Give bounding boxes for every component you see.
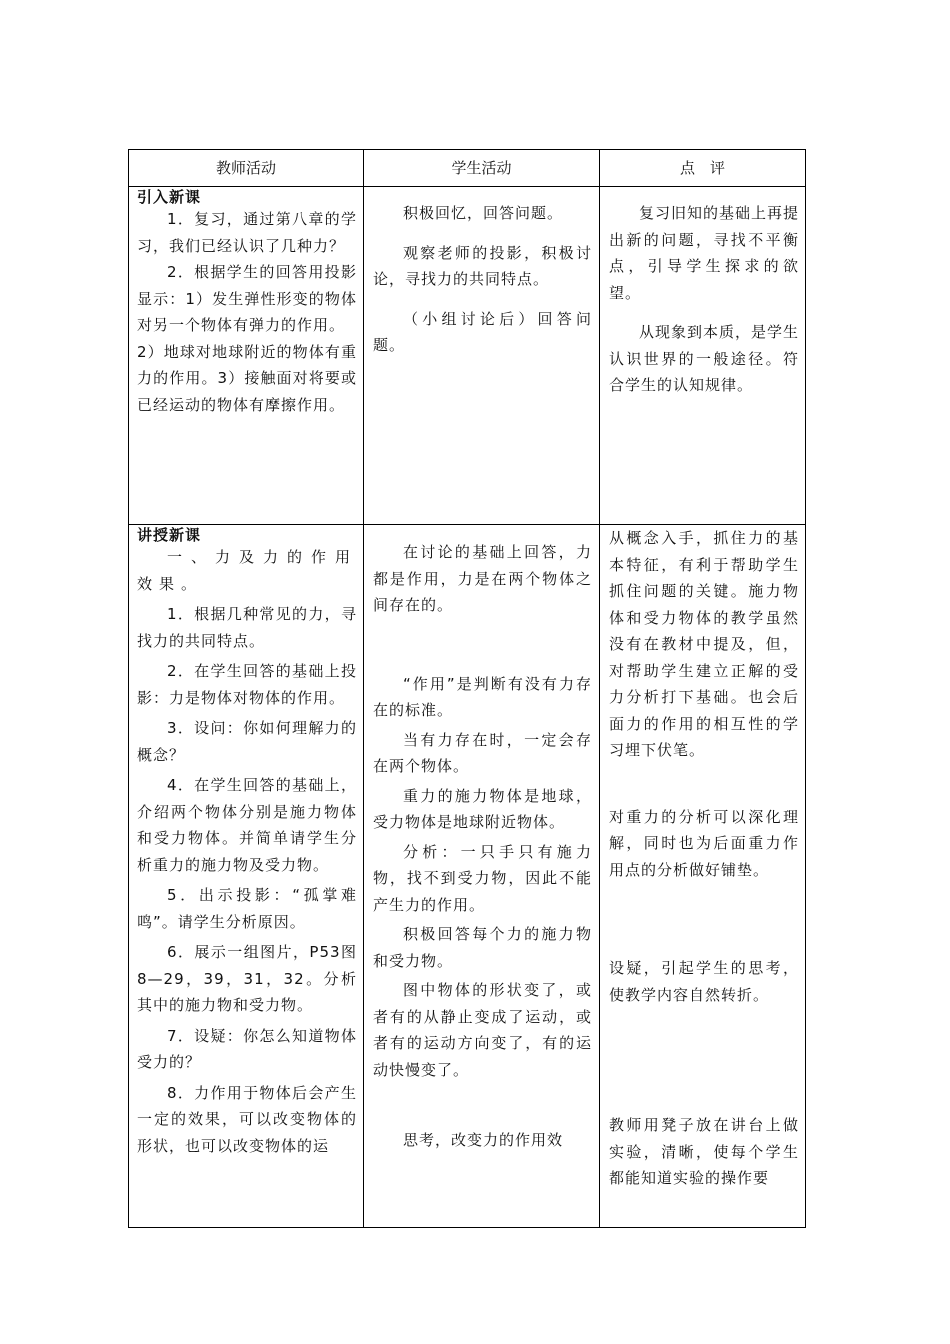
teacher-paragraph: 2．根据学生的回答用投影显示：1）发生弹性形变的物体对另一个物体有弹力的作用。	[137, 263, 357, 334]
lesson-plan-table	[128, 149, 806, 1228]
teacher-paragraph: 一、力及力的作用效果。	[137, 548, 357, 593]
teacher-paragraph: 7．设疑：你怎么知道物体受力的？	[137, 1026, 357, 1071]
teacher-paragraph: 8．力作用于物体后会产生一定的效果，可以改变物体的形状，也可以改变物体的运	[137, 1083, 357, 1155]
intro-student-cell	[364, 187, 600, 525]
header-student-activity: 学生活动	[364, 150, 600, 187]
teacher-paragraph: 5．出示投影：“孤掌难鸣”。请学生分析原因。	[137, 886, 357, 931]
student-paragraph: 当有力存在时，一定会存在两个物体。	[373, 730, 592, 775]
teacher-paragraph: 1．复习，通过第八章的学习，我们已经认识了几种力？	[137, 210, 357, 255]
student-paragraph: 思考，改变力的作用效	[403, 1131, 564, 1149]
comment-paragraph: 对重力的分析可以深化理解，同时也为后面重力作用点的分析做好铺垫。	[609, 807, 799, 879]
teacher-paragraph: 1．根据几种常见的力，寻找力的共同特点。	[137, 605, 357, 650]
comment-paragraph: 复习旧知的基础上再提出新的问题，寻找不平衡点，引导学生探求的欲望。	[609, 204, 800, 302]
table-header-row	[129, 150, 806, 187]
table-row-new-lesson	[129, 525, 806, 1228]
lesson-teacher-cell	[129, 525, 364, 1228]
intro-teacher-cell	[129, 187, 364, 525]
section-title-new-lesson: 讲授新课	[137, 526, 202, 544]
student-paragraph: 积极回忆，回答问题。	[403, 204, 564, 222]
student-paragraph: 在讨论的基础上回答，力都是作用，力是在两个物体之间存在的。	[373, 543, 592, 614]
teacher-paragraph: 2．在学生回答的基础上投影：力是物体对物体的作用。	[137, 662, 357, 707]
student-paragraph: 分析：一只手只有施力物，找不到受力物，因此不能产生力的作用。	[373, 842, 592, 914]
comment-paragraph: 从概念入手，抓住力的基本特征，有利于帮助学生抓住问题的关键。施力物体和受力物体的教学虽然没有在教材中提及，但，对帮助学生建立正解的受力分析打下基础。也会后面力的作用的相互性的学习埋下伏笔。	[609, 529, 799, 759]
intro-comment-cell	[600, 187, 806, 525]
comment-paragraph: 设疑，引起学生的思考，使教学内容自然转折。	[609, 959, 799, 1004]
student-paragraph: 观察老师的投影，积极讨论，寻找力的共同特点。	[373, 243, 592, 288]
lesson-comment-cell	[600, 525, 806, 1228]
comment-paragraph: 从现象到本质，是学生认识世界的一般途径。符合学生的认知规律。	[609, 323, 800, 394]
teacher-paragraph: 2）地球对地球附近的物体有重力的作用。3）接触面对将要或已经运动的物体有摩擦作用。	[137, 342, 357, 414]
student-paragraph: （小组讨论后）回答问题。	[373, 309, 592, 354]
student-paragraph: 重力的施力物体是地球，受力物体是地球附近物体。	[373, 786, 592, 831]
header-comment: 点 评	[600, 150, 806, 187]
student-paragraph: “作用”是判断有没有力存在的标准。	[373, 674, 592, 719]
teacher-paragraph: 4．在学生回答的基础上，介绍两个物体分别是施力物体和受力物体。并简单请学生分析重力的施力物及受力物。	[137, 776, 357, 874]
lesson-student-cell	[364, 525, 600, 1228]
comment-paragraph: 教师用凳子放在讲台上做实验，清晰，使每个学生都能知道实验的操作要	[609, 1116, 799, 1187]
student-paragraph: 积极回答每个力的施力物和受力物。	[373, 925, 592, 970]
header-teacher-activity: 教师活动	[129, 150, 364, 187]
table-row-intro	[129, 187, 806, 525]
teacher-paragraph: 3．设问：你如何理解力的概念？	[137, 719, 357, 764]
teacher-paragraph: 6．展示一组图片，P53图8—29，39，31，32。分析其中的施力物和受力物。	[137, 943, 357, 1014]
student-paragraph: 图中物体的形状变了，或者有的从静止变成了运动，或者有的运动方向变了，有的运动快慢变了。	[373, 981, 592, 1079]
section-title-intro: 引入新课	[137, 188, 202, 206]
